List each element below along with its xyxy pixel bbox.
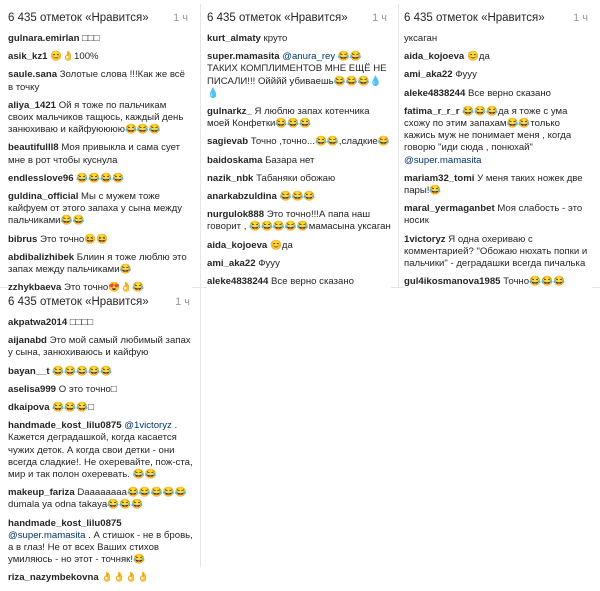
comment-text: Точно ,точно...😂😂,сладкие😂 xyxy=(250,136,390,148)
comment-mention[interactable]: @anura_rey xyxy=(282,51,336,63)
comment-text: Мы с мужем тоже кайфуем от этого запаха у сына между пальчиками😂😂 xyxy=(8,191,182,227)
likes-count: 6 435 отметок «Нравится» xyxy=(8,296,149,308)
comment-text: Все верно сказано xyxy=(468,87,551,99)
comment-username[interactable]: aida_kojoeva xyxy=(207,239,268,251)
comment-text: Моя слабость - это носик xyxy=(404,203,583,227)
comment-username[interactable]: dkaipova xyxy=(8,402,50,414)
comment-text: Табаняки обожаю xyxy=(256,172,336,184)
comment-item xyxy=(8,402,194,414)
comment-item xyxy=(207,51,391,100)
comment-item xyxy=(207,136,391,148)
comment-item xyxy=(8,142,192,166)
comment-item xyxy=(207,155,391,167)
comment-item xyxy=(207,209,391,233)
comment-username[interactable]: asik_kz1 xyxy=(8,51,48,63)
comment-item xyxy=(8,69,192,93)
comment-text: Это мой самый любимый запах у сына, занюхиваюсь и кайфую xyxy=(8,335,191,359)
comment-item xyxy=(8,384,194,396)
comment-mention[interactable]: @super.mamasita xyxy=(8,529,86,541)
comment-username[interactable]: gulnara.emirlan xyxy=(8,33,80,44)
comment-username[interactable]: abdibalizhibek xyxy=(8,251,75,263)
comment-item xyxy=(404,88,592,100)
comment-item xyxy=(404,234,592,271)
comment-text: 😂😂😂□ xyxy=(52,402,94,414)
comment-username[interactable]: beautifulll8 xyxy=(8,142,59,154)
comment-list xyxy=(8,317,194,585)
likes-count: 6 435 отметок «Нравится» xyxy=(404,12,545,24)
comment-item xyxy=(404,33,592,45)
comment-item xyxy=(404,69,592,81)
comment-text: 😂😂 ТАКИХ КОМПЛИМЕНТОВ МНЕ ЕЩЁ НЕ ПИСАЛИ!!! Ойййй убиваешь😂😂😂💧💧 xyxy=(207,51,387,99)
comment-item xyxy=(404,203,592,227)
comment-text: 😊да xyxy=(466,51,490,63)
comment-item xyxy=(8,100,192,137)
comment-username[interactable]: kurt_almaty xyxy=(207,33,261,44)
comment-username[interactable]: ami_aka22 xyxy=(404,69,453,81)
comment-item xyxy=(8,335,194,359)
comment-text: 😂😂😂😂😂 xyxy=(52,365,112,377)
comment-item xyxy=(8,252,192,276)
comment-username[interactable]: guldina_official xyxy=(8,191,79,203)
comments-panel-1 xyxy=(8,12,192,300)
comment-item xyxy=(8,518,194,567)
comment-username[interactable]: handmade_kost_lilu0875 xyxy=(8,517,122,529)
comment-text: Точно😂😂😂 xyxy=(503,276,565,288)
comment-username[interactable]: makeup_fariza xyxy=(8,487,75,499)
post-stats xyxy=(404,12,592,24)
comment-username[interactable]: anarkabzuldina xyxy=(207,191,277,203)
comment-username[interactable]: baidoskama xyxy=(207,154,263,166)
comment-username[interactable]: mariam32_tomi xyxy=(404,172,475,184)
comment-item xyxy=(207,258,391,270)
comment-item xyxy=(8,51,192,63)
comment-text: 😊👌100% xyxy=(50,51,99,63)
comment-username[interactable]: gul4ikosmanova1985 xyxy=(404,276,501,288)
comment-username[interactable]: bibrus xyxy=(8,233,38,245)
comment-text: 👌👌👌👌 xyxy=(101,572,150,584)
comment-item xyxy=(8,487,194,511)
post-stats xyxy=(207,12,391,24)
comment-username[interactable]: maral_yermaganbet xyxy=(404,203,495,215)
comment-username[interactable]: nazik_nbk xyxy=(207,172,254,184)
comment-text: Это точно!!!А папа наш говорит , 😂😂😂😂😂мамасына уксаган xyxy=(207,209,391,233)
comment-username[interactable]: riza_nazymbekovna xyxy=(8,572,99,584)
comment-text: □□□□ xyxy=(69,317,94,328)
comment-item xyxy=(8,173,192,185)
comment-username[interactable]: super.mamasita xyxy=(207,51,280,63)
comment-text: круто xyxy=(263,33,288,44)
comment-item xyxy=(207,276,391,288)
comment-username[interactable]: endlesslove96 xyxy=(8,172,74,184)
comment-username[interactable]: akpatwa2014 xyxy=(8,317,68,328)
post-stats xyxy=(8,12,192,24)
divider xyxy=(200,4,201,287)
comment-text: 😂😂😂да я тоже с ума схожу по этим запахам😂😂только кажись муж не понимает меня , когда говорю "иди сюда , понюхай" xyxy=(404,105,572,154)
comment-username[interactable]: aida_kojoeva xyxy=(404,51,465,63)
comment-text: 😊да xyxy=(269,239,293,251)
comment-list xyxy=(404,33,592,288)
comments-panel-2 xyxy=(207,12,391,294)
comment-item xyxy=(404,51,592,63)
comment-text: . Кажется деградашкой, когда касается чужих деток. А когда свои детки - они всегда сладкие!. Не охеревайте, пож-ста, мир и так полон охеревать. 😂😂 xyxy=(8,420,193,481)
post-time: 1 ч xyxy=(173,12,188,24)
comment-item xyxy=(8,33,192,45)
post-time: 1 ч xyxy=(175,296,190,308)
post-time: 1 ч xyxy=(372,12,387,24)
comment-item xyxy=(207,240,391,252)
comment-text: У меня таких ножек две пары!😂 xyxy=(404,172,583,197)
comment-item xyxy=(8,191,192,228)
comment-username[interactable]: aliya_1421 xyxy=(8,99,57,111)
comment-username[interactable]: ami_aka22 xyxy=(207,257,256,269)
comment-text: Блиин я тоже люблю это запах между пальчиками😂 xyxy=(8,251,187,276)
comment-username[interactable]: aleke4838244 xyxy=(207,276,269,288)
comment-list xyxy=(207,33,391,288)
comment-username[interactable]: aselisa999 xyxy=(8,383,57,395)
comment-username[interactable]: nurgulok888 xyxy=(207,209,265,221)
comment-item xyxy=(8,420,194,481)
comment-item xyxy=(404,173,592,197)
comment-text: 😂😂😂😂 xyxy=(76,172,125,184)
comment-item xyxy=(207,191,391,203)
comment-text: Ой я тоже по пальчикам своих мальчиков тащюсь, каждый день занюхиваю и кайфуюююю😂😂😂 xyxy=(8,99,184,136)
comment-item xyxy=(404,276,592,288)
comment-item xyxy=(8,234,192,246)
comment-username[interactable]: zzhykbaeva xyxy=(8,282,62,294)
likes-count: 6 435 отметок «Нравится» xyxy=(207,12,348,24)
comments-panel-3 xyxy=(404,12,592,294)
comment-text: Я одна охериваю с комментарией? "Обожаю нюхать попки и пальчики" - деградашки всегда пичалька xyxy=(404,233,588,270)
comment-username[interactable]: saule.sana xyxy=(8,69,58,81)
comments-panel-4 xyxy=(8,296,194,591)
comment-text: Все верно сказано xyxy=(271,276,354,288)
comment-username[interactable]: sagievab xyxy=(207,136,249,148)
comment-item xyxy=(207,173,391,185)
post-stats xyxy=(8,296,194,308)
comment-username[interactable]: 1victoryz xyxy=(404,233,446,245)
comment-text: Золотые слова !!!Как же всё в точку xyxy=(8,69,185,93)
comment-text: Я люблю запах котенчика моей Конфетки😂😂😂 xyxy=(207,106,370,130)
divider xyxy=(200,287,201,567)
comment-text: Моя привыкла и сама сует мне в рот чтобы куснула xyxy=(8,142,181,166)
comment-username[interactable]: fatima_r_r_r xyxy=(404,105,460,117)
comment-username[interactable]: gulnarkz_ xyxy=(207,106,252,118)
post-time: 1 ч xyxy=(573,12,588,24)
comment-text: . А стишок - не в бровь, а в глаз! Не от всех Ваших стихов умиляюсь - но этот - точняк!😂 xyxy=(8,529,193,566)
comment-item xyxy=(404,106,592,167)
comment-text: Фууу xyxy=(258,257,280,269)
comment-text: уксаган xyxy=(404,33,438,44)
comment-username[interactable]: aijanabd xyxy=(8,335,47,347)
comment-item xyxy=(207,33,391,45)
comment-item xyxy=(8,572,194,584)
comment-mention[interactable]: @1victoryz xyxy=(124,420,172,432)
comment-username[interactable]: handmade_kost_lilu0875 xyxy=(8,420,122,432)
comment-text: Daaaaaaaa😂😂😂😂😂 dumala ya odna takaya😂😂😂 xyxy=(8,487,187,511)
comment-item xyxy=(8,282,192,294)
comment-text: Это точно😆😆 xyxy=(40,233,109,245)
divider xyxy=(398,4,399,287)
comment-text: Это точно😍👌😂 xyxy=(64,282,145,294)
comment-text: □□□ xyxy=(82,33,100,44)
comment-username[interactable]: bayan__t xyxy=(8,365,50,377)
comment-text: Фууу xyxy=(455,69,477,81)
comment-item xyxy=(207,106,391,130)
likes-count: 6 435 отметок «Нравится» xyxy=(8,12,149,24)
comment-text: 😂😂😂 xyxy=(279,191,316,203)
comment-mention[interactable]: @super.mamasita xyxy=(404,154,482,166)
comment-username[interactable]: aleke4838244 xyxy=(404,87,466,99)
comment-text: О это точно□ xyxy=(58,383,117,395)
comment-text: Базара нет xyxy=(265,154,315,166)
comment-list xyxy=(8,33,192,294)
comment-item xyxy=(8,317,194,329)
comment-item xyxy=(8,366,194,378)
